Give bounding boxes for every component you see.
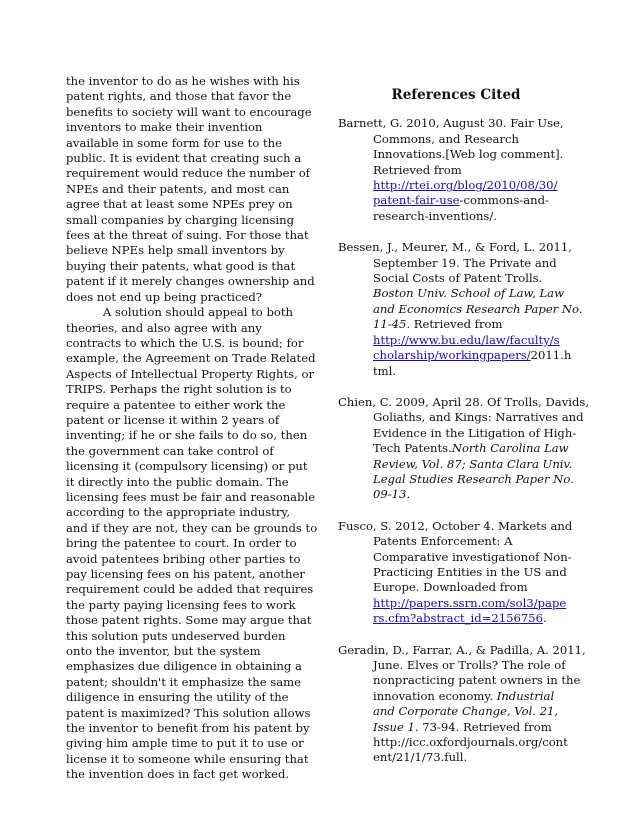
body-text-line: Aspects of Intellectual Property Rights, or [66,366,314,381]
ref-line: Bessen, J., Meurer, M., & Ford, L. 2011, [338,240,572,255]
body-text-line: does not end up being practiced? [66,289,262,304]
body-text-line: diligence in ensuring the utility of the [66,690,289,705]
ref-link[interactable]: cholarship/workingpapers/ [373,348,531,363]
body-text-line: requirement would reduce the number of [66,166,310,181]
body-text-line: fees at the threat of suing. For those that [66,228,309,243]
body-text-line: inventing; if he or she fails to do so, then [66,428,308,443]
ref-line: Boston Univ. School of Law, Law [373,286,565,301]
body-text-line: public. It is evident that creating such a [66,151,302,166]
ref-link[interactable]: rs.cfm?abstract_id=2156756 [373,611,543,626]
body-text-line: available in some form for use to the [66,135,282,150]
body-text-line: patent; shouldn't it emphasize the same [66,674,301,689]
ref-line: Goliaths, and Kings: Narratives and [373,410,584,425]
references-column [338,87,590,782]
ref-text: North Carolina Law [451,441,569,456]
body-text-line: requirement could be added that requires [66,582,314,597]
body-text-line: it directly into the public domain. The [66,474,289,489]
ref-text: . 73-94. Retrieved from [414,719,552,734]
body-text-line: emphasizes due diligence in obtaining a [66,659,302,674]
ref-text: 11-45 [373,317,407,332]
reference-geradin [338,642,586,766]
body-text-line: the government can take control of [66,443,274,458]
ref-line: Innovations.[Web log comment]. [373,147,564,162]
ref-line: Comparative investigationof Non- [373,549,572,564]
body-text-line: the inventor to benefit from his patent by [66,721,310,736]
ref-line: research-inventions/. [373,208,497,223]
body-text-column [66,74,318,783]
ref-link[interactable]: http://rtei.org/blog/2010/08/30/ [373,178,558,193]
body-text-line: onto the inventor, but the system [66,644,261,659]
body-text-line: patent rights, and those that favor the [66,89,292,104]
body-text-line: avoid patentees bribing other parties to [66,551,301,566]
ref-line: Legal Studies Research Paper No. [373,471,574,486]
body-text-line: buying their patents, what good is that [66,258,296,273]
ref-text: -commons-and- [459,193,549,208]
ref-text: innovation economy. [373,688,494,703]
body-text-line: benefits to society will want to encourage [66,104,312,119]
ref-text: 2011.h [530,348,572,363]
body-text-line: this solution puts undeserved burden [66,628,286,643]
body-text-line: pay licensing fees on his patent, another [66,567,305,581]
body-text-line: the inventor to do as he wishes with his [66,74,300,88]
body-text-line: and if they are not, they can be grounds to [66,520,318,535]
ref-line: Evidence in the Litigation of High- [373,425,577,440]
body-text-line: the invention does in fact get worked. [66,767,290,782]
body-text-line: patent or license it within 2 years of [66,412,280,427]
body-text-line: TRIPS. Perhaps the right solution is to [66,382,292,397]
body-text-line: licensing fees must be fair and reasonable [66,489,316,504]
ref-line: and Corporate Change, Vol. 21, [373,704,559,719]
reference-bessen [338,240,583,379]
ref-text: Tech Patents. [373,441,452,456]
body-text-line: inventors to make their invention [66,120,263,135]
references-heading: References Cited [391,87,521,103]
ref-text: . Retrieved from [406,317,503,332]
ref-line: http://icc.oxfordjournals.org/cont [373,735,568,750]
ref-text: 09-13 [373,487,407,502]
body-text-line: example, the Agreement on Trade Related [66,351,316,366]
body-text-line: theories, and also agree with any [66,320,262,335]
reference-barnett [338,116,574,224]
body-text-line: the party paying licensing fees to work [66,597,296,612]
body-text-line: patent is maximized? This solution allows [66,705,311,720]
ref-line: June. Elves or Trolls? The role of [373,658,566,672]
body-text-line: patent if it merely changes ownership and [66,274,315,289]
body-text-line: those patent rights. Some may argue that [66,613,312,628]
ref-line: Social Costs of Patent Trolls. [373,271,543,286]
body-text-line: according to the appropriate industry, [66,505,291,520]
body-text-line: giving him ample time to put it to use or [66,736,304,751]
ref-text: Industrial [493,688,555,703]
ref-line: tml. [373,363,397,378]
ref-line: Practicing Entities in the US and [373,564,567,579]
ref-line: Review, Vol. 87; Santa Clara Univ. [373,456,573,471]
ref-line: Commons, and Research [373,131,519,146]
body-text-line: require a patentee to either work the [66,397,286,412]
body-text-line: license it to someone while ensuring that [66,751,309,766]
body-text-line: small companies by charging licensing [66,212,294,227]
ref-line: and Economics Research Paper No. [373,301,583,316]
ref-line: Retrieved from [373,162,462,177]
reference-chien [338,394,590,503]
body-text-line: bring the patentee to court. In order to [66,536,297,551]
ref-line: Barnett, G. 2010, August 30. Fair Use, [338,116,564,131]
ref-line: Geradin, D., Farrar, A., & Padilla, A. 2011, [338,642,586,657]
ref-line: Europe. Downloaded from [373,580,528,595]
body-text-line: contracts to which the U.S. is bound; for [66,335,304,350]
ref-text: . [543,611,547,626]
ref-line: ent/21/1/73.full. [373,750,468,765]
reference-fusco [338,519,574,627]
ref-line: September 19. The Private and [373,255,557,270]
ref-line: Fusco, S. 2012, October 4. Markets and [338,518,573,533]
ref-line: Patents Enforcement: A [373,534,513,549]
ref-link[interactable]: patent-fair-use [373,193,460,208]
ref-text: Issue 1 [373,719,415,734]
body-text-line: licensing it (compulsory licensing) or put [66,459,308,474]
body-text-line: NPEs and their patents, and most can [66,181,290,196]
body-text-line: believe NPEs help small inventors by [66,243,285,258]
ref-link[interactable]: http://www.bu.edu/law/faculty/s [373,332,560,347]
ref-line: Chien, C. 2009, April 28. Of Trolls, Davids, [338,394,590,409]
body-text-line: agree that at least some NPEs prey on [66,197,293,212]
ref-line: nonpracticing patent owners in the [373,673,581,688]
ref-link[interactable]: http://papers.ssrn.com/sol3/pape [373,595,567,610]
ref-text: . [406,487,411,502]
body-text-line: A solution should appeal to both [66,305,293,320]
